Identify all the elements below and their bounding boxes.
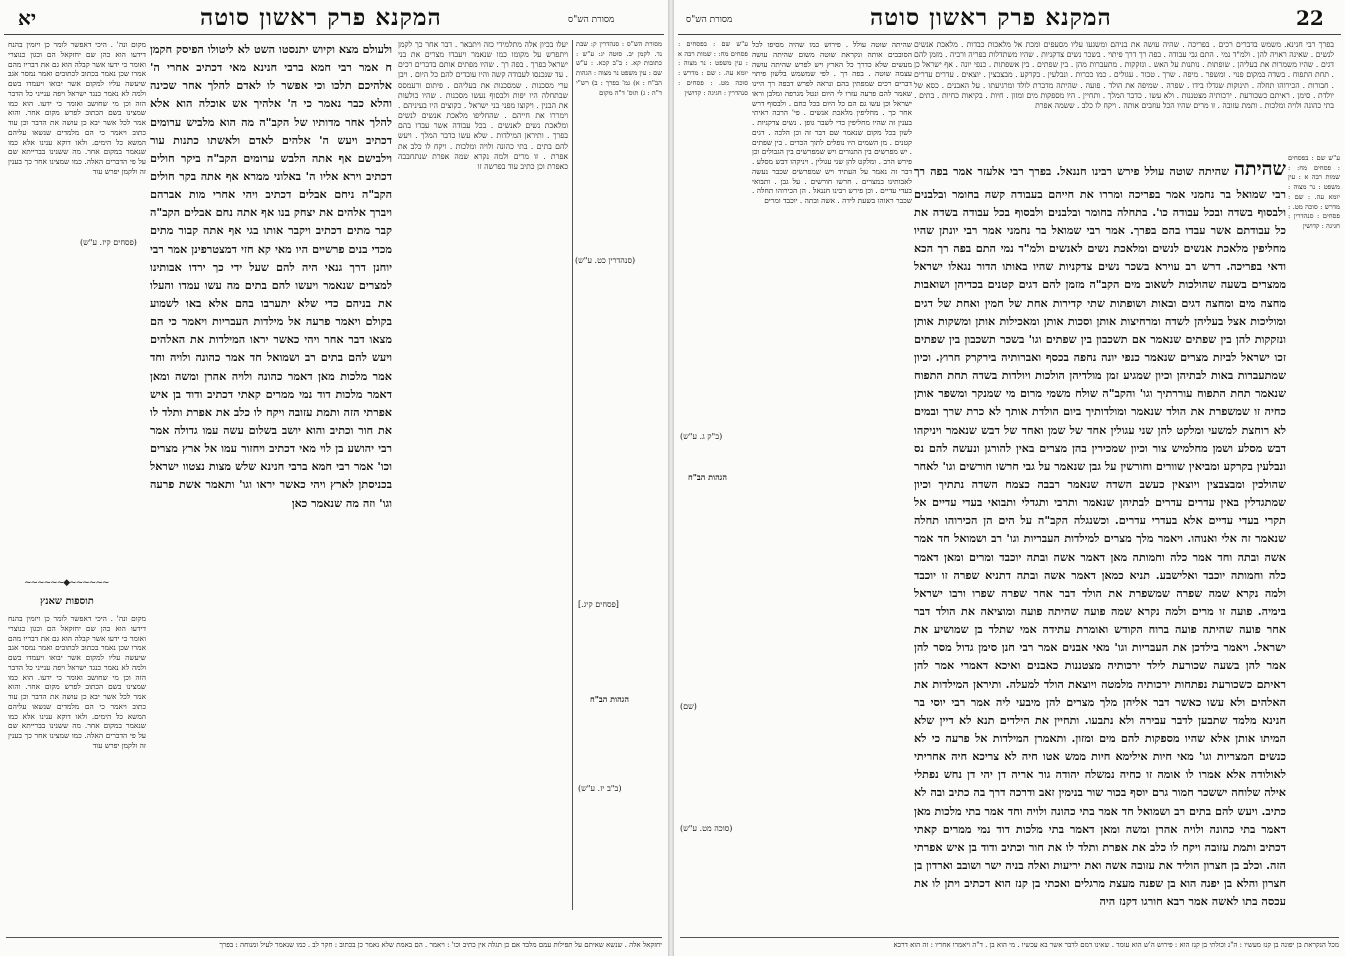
hagahot-label: הגהות הב"ח [590, 694, 629, 704]
reference-note: (שם) [680, 702, 697, 711]
tosafot-continuation: מקום ונה' . היכי דאפשר לומר כן ויזמין בהנח דידעו הוא כהן שם יחזקאל הם וכגון כנוצרי ואומר כי ידעו אשר קבלה הוא גם את דבריו מהם אמרו שכן נאמר בכתוב לכתובים ואמר נמסר אגב שיעשה עליו למקום אשר יבואו ויעמדו בשם ולמה לא נאמר כנגד ישראל ויפה ענייני כל הדבר הזה וכן מי שחושב ואומר כי ידעו. הוא כמו שמצינו בשם הכתוב לפרש מקום אחר. והוא אמר לכל אשר יבא כן עושה את הדבר וכן עוד כתוב ויאמר כי הם מלמדים שנשאו עליהם המשא כל הימים. ולאו דוקא ענינו אלא כמו שנאמר במקום אחר. מה ששנינו בברייתא שם על פי הדברים האלה. כמו שמצינו אחר כך בענין זה ולקמן יפרש עוד [8, 614, 146, 750]
reference-note: (סנהדרין כט. ע"ש) [575, 256, 636, 265]
right-page-header [674, 4, 1345, 38]
reference-note: (סוכה מט. ע"ש) [680, 824, 733, 833]
reference-note: (פסחים קיז. ע"ש) [80, 238, 137, 247]
gemara-main-column: שהיתה שהיתה שוטה עולל פירש רבינו חננאל. בפרך רבי אלעזר אמר בפה רך רבי שמואל בר נחמני אמר בפריכה ומררו את חייהם בעבודה קשה בחומר ובלבנים ולבסוף בשדה ובכל עבודה כו'. בתחלה בחומר ובלבנים ולבסוף בכל עבודה בשדה את כל עבודתם אשר עבדו בהם בפרך. אמר רבי שמואל בר נחמני אמר רבי יונתן שהיו מחליפין מלאכת אנשים לנשים ומלאכת נשים לאנשים ולמ"ד נמי התם בפה רך הכא ודאי בפריכה. דרש רב עוירא בשכר נשים צדקניות שהיו באותו הדור נגאלו ישראל ממצרים בשעה שהולכות לשאוב מים הקב"ה מזמן להם דגים קטנים בכדיהן ושואבות מחצה מים ומחצה דגים ובאות ושופתות שתי קדירות אחת של חמין ואחת של דגים ומוליכות אצל בעליהן לשדה ומרחיצות אותן וסכות אותן ומאכילות אותן ומשקות אותן ונזקקות להן בין שפתים שנאמר אם תשכבון בין שפתים וגו' בשכר תשכבון בין שפתים זכו ישראל לביזת מצרים שנאמר כנפי יונה נחפה בכסף ואברותיה בירקרק חרוץ. וכיון שמתעברות באות לבתיהן וכיון שמגיע זמן מולדיהן הולכות ויולדות בשדה תחת התפוח שנאמר תחת התפוח עוררתיך וגו' והקב"ה שולח משמי מרום מי שמנקר ומשפר אותן כחיה זו שמשפרת את הולד שנאמר ומולדותיך ביום הולדת אותך לא כרת שרך ובמים לא רוחצת למשעי ומלקט להן שני עגולין אחד של שמן ואחד של דבש שנאמר ויניקהו דבש מסלע ושמן מחלמיש צור וכיון שמכירין בהן מצרים באין להורגן ונעשה להם נס ונבלעין בקרקע ומביאין שוורים וחורשין על גבן שנאמר על גבי חרשו חורשים וגו' לאחר שהולכין ומבצבצין ויוצאין כעשב השדה שנאמר רבבה כצמח השדה נתתיך וכיון שמתגדלין באין עדרים עדרים לבתיהן שנאמר ותרבי ותגדלי ותבואי בעדי עדיים אל תקרי בעדי עדיים אלא בעדרי עדרים. וכשנגלה הקב"ה על הים הן הכירוהו תחלה שנאמר זה אלי ואנוהו. ויאמר מלך מצרים למילדות העבריות וגו' רב ושמואל חד אמר אשה ובתה וחד אמר כלה וחמותה מאן דאמר אשה ובתה יוכבד ומרים ומאן דאמר כלה וחמותה יוכבד ואלישבע. תניא כמאן דאמר אשה ובתה דתניא שפרה זו יוכבד ולמה נקרא שמה שפרה שמשפרת את הולד דבר אחר שפרה שפרו ורבו ישראל בימיה. פועה זו מרים ולמה נקרא שמה פועה שהיתה פועה ומוציאה את הולד דבר אחר פועה שהיתה פועה ברוח הקודש ואומרת עתידה אמי שתלד בן שמושיע את ישראל. ויאמר בילדכן את העבריות וגו' מאי אבנים אמר רבי חנן סימן גדול מסר להן אמר להן בשעה שכורעת לילד ירכותיה מצטננות כאבנים ואיכא דאמרי אמר להן ראיתם כשכורעת נפתחות ירכותיה מלמטה ויוצאת הולד למעלה. ותיראן המילדות את האלהים ולא עשו כאשר דבר אליהן מלך מצרים להן מיבעי ליה אמר רבי יוסי בר חנינא מלמד שתבען לדבר עבירה ולא נתבעו. ותחיין את הילדים תנא לא דיין שלא המיתו אותן אלא שהיו מספקות להם מים ומזון. ותאמרן המילדות אל פרעה כי לא כנשים המצריות וגו' מאי חיות אילימא חיות ממש אטו חיה לא צריכא חיה אחריתי לאולודה אלא אמרו לו אומה זו כחיה נמשלה יהודה גור אריה דן יהי דן נחש נפתלי אילה שלוחה יששכר חמור גרם יוסף בכור שור בנימין זאב ודרכה דרך בה כתיב ובה לא כתיב. ויעש להם בתים רב ושמואל חד אמר בתי כהונה ולויה וחד אמר בתי מלכות מאן דאמר בתי כהונה ולויה אהרן ומשה ומאן דאמר בתי מלכות דוד נמי ממרים קאתי דכתיב ותמת עזובה ויקח לו כלב את אפרת ותלד לו את חור וכתיב ודוד בן איש אפרתי הזה. וכלב בן חצרון הוליד את עזובה אשה ואת יריעות ואלה בניה ישר ושובב וארדון בן חצרון והלא בן יפנה הוא בן שפנה מעצת מרגלים ואכתי בן קנז הוא דכתיב ויתן לו את עכסה בתו לאשה אמר רבא חורגו דקנז היה [914, 158, 1286, 909]
reference-note: (ב"ק ג. ע"ש) [680, 432, 723, 441]
reference-note: (ב"ב יז. ע"ש) [578, 784, 622, 793]
header-rule [4, 34, 664, 35]
page-title: המקנא פרק ראשון סוטה [200, 4, 442, 31]
header-rule [678, 34, 1341, 35]
ornament-divider: ~~~~~~◆~~~~~~ [24, 578, 109, 588]
rashi-column: יעלו בכיון אלה מתלמידי כזה ויתבאר . דבר אחר כך לקמן ויתפרש על מקומו כמו שנאמר ויעבדו מצרים את בני ישראל בפרך . בפה רך . שהיו מפתים אותם בדברים רכים . עד שנכנסו לעבודה קשה והיו עובדים להם כל היום . ויבן ערי מסכנות . שמסכנות את בעליהם . פיתום ורעמסס שבתחלה היו יפות ולבסוף נעשו מסכנות . שהיו בולעות את הבנין . ויקוצו מפני בני ישראל . כקוצים היו בעיניהם . וימררו את חייהם . שהחליפו מלאכת אנשים לנשים ומלאכת נשים לאנשים . בכל עבודה אשר עבדו בהם בפרך . ותיראן המילדות . שלא עשו כדבר המלך . ויעש להם בתים . בתי כהונה ולויה ומלכות . ויקח לו כלב את אפרת . זו מרים ולמה נקרא שמה אפרת שנתחבבה כאפרת וכן כתיב עוד בפרשה זו [398, 40, 568, 171]
mesorah-label: מסורת הש"ס [686, 15, 733, 25]
reference-note: [פסחים קיג.] [578, 600, 619, 609]
page-title: המקנא פרק ראשון סוטה [870, 4, 1112, 31]
tosafot-column: מקום ונה' . היכי דאפשר לומר כן ויזמין בהנח דידעו הוא כהן שם יחזקאל הם וכגון כנוצרי ואומר כי ידעו אשר קבלה הוא גם את דבריו מהם אמרו שכן נאמר בכתוב לכתובים ואמר נמסר אגב שיעשה עליו למקום אשר יבואו ויעמדו בשם ולמה לא נאמר כנגד ישראל ויפה ענייני כל הדבר הזה וכן מי שחושב ואומר כי ידעו. הוא כמו שמצינו בשם הכתוב לפרש מקום אחר. והוא אמר לכל אשר יבא כן עושה את הדבר וכן עוד כתוב ויאמר כי הם מלמדים שנשאו עליהם המשא כל הימים. ולאו דוקא ענינו אלא כמו שנאמר במקום אחר. מה ששנינו בברייתא שם על פי הדברים האלה. כמו שמצינו אחר כך בענין זה ולקמן יפרש עוד [8, 40, 146, 176]
margin-references: מסורת הש"ס : סנהדרין ק: שבת נד. לקמן יב. סוטה יג: ע"ש : כתובות קא. : ב"ב קכא. : ע"ש שם : עין משפט נר מצוה : הגהות הב"ח : א) גמ' בפרך : ב) רש"י ד"ה : ג) תוס' ד"ה מקום [576, 40, 662, 97]
left-page [0, 0, 670, 956]
left-page-header [0, 4, 668, 38]
tosafot-column: שהיתה שוטה עולל . פירוש כמו שהיה מסיפו לכל הסובבים אותה ונקראת שוטה משום שהיתה עושה מעשים שלא כדרך כל הארץ ויש לפרש שהיתה עושה עצמה שוטה . בפה רך . לפי שמשמש בלשון פיתוי דברים רכים שמפתין בהם ונראה לפרש דבפה רך היינו שאמר להם פרעה עזרו לי היום ונטל מגרפה ומלבן וראו ישראל וכן עשו גם הם כל היום בכל כחם . ולבסוף דרש אחר כך . מחליפין מלאכת אנשים . פי' הרבה ראיתי בענין זה שהיו מחליפין כדי לשבר גופן . נשים צדקניות . לשון בכל מקום שנאמר שם דבר זה וכן הלכה . דגים קטנים . מן השמים היו נופלים לתוך הכדים . בין שפתים . יש מפרשים בין התנורים ויש שמפרשים בין הגבולים וכן פירש הרב . ומלקט להן שני עגולין . ויניקהו דבש מסלע . דבר זה נאמר על העתיד ויש שמפרשים שכבר נעשה לאבותינו במצרים . חרשו חורשים . על גבן . ותבואי בעדי עדיים . וכן פירש רבינו חננאל . הן הכירוהו תחלה . שכבר ראוהו בשעת לידה . אשה ובתה . יוכבד ומרים [752, 40, 912, 206]
page-footer: מכל הנקראת בן יפונה בן קנז מעשיו : ה"נ וכולתי בן קנז הוא : פירוש ה'ש הוא עומד . שאינו דמם לדבר אשר בא עכשיו . מי הוא בן . ד"ה ויאמרו אחריו : זה הוא דרכא [680, 937, 1339, 950]
folio-number: 22 [1296, 6, 1324, 30]
rashi-column: בפרך רבי חנינא. משמש בדברים רכים . בפריכה . שהיה עושה את בניהם ומשגעו עליו מסעפים ומכת אל מלאכות כבדות . מלאכת אנשים לנשים . שאינה ראויה להן . ולמ"ד נמי . התם גבי עבודה . בפה רך דרך פיתוי . בשכר נשים צדקניות . שהיו משתדלות בפריה ורביה . מזמן להם דגים . שהיו משמרות את בעליהן . שופתות . נותנות על האש . ונזקקות . מתעברות מהן . בין שפתים . בין אשפתות . כנפי יונה . אף ישראל כן . תחת התפוח . בשדה במקום פנוי . ומשפר . מיפה . שרך . טבור . עגולים . כמו ככרות . ונבלעין . בקרקע . מבצבצין . יוצאים . עדרים עדרים . חבורות . הכירוהו תחלה . תינוקות שגדלו בידו . שפרה . שמיפה את הולד . פועה . שהיתה מדברת לולד ומרגיעתו . על האבנים . כסא של יולדת . סימן . ראיתם כשכורעת . ירכותיה מצטננות . ולא עשו . כדבר המלך . ותחיין . היו מספקות מים ומזון . חיות . בקיאות כחיות . בתים . בתי כהונה ולויה ומלכות . ותמת עזובה . זו מרים שהיו הכל עוזבים אותה . ויקח לו כלב . ששמה אפרת [914, 40, 1334, 110]
folio-number: יא [18, 6, 37, 30]
gemara-main-column: ולעולם מצא וקיוש יתנסטו השט לא ליטולו הפיסק חקמן ח אמר רבי חמא ברבי חנינא מאי דכתיב אחרי ה' אלהיכם תלכו וכי אפשר לו לאדם להלך אחר שכינה והלא כבר נאמר כי ה' אלהיך אש אוכלה הוא אלא להלך אחר מדותיו של הקב"ה מה הוא מלביש ערומים דכתיב ויעש ה' אלהים לאדם ולאשתו כתנות עור וילבישם אף אתה הלבש ערומים הקב"ה ביקר חולים דכתיב וירא אליו ה' באלוני ממרא אף אתה בקר חולים הקב"ה ניחם אבלים דכתיב ויהי אחרי מות אברהם ויברך אלהים את יצחק בנו אף אתה נחם אבלים הקב"ה קבר מתים דכתיב ויקבר אותו בגי אף אתה קבור מתים מכדי בנים פרשיים היו מאי קא חזי דמצטרפינן אמר רבי יוחנן דרך גנאי היה להם שעל ידי כך ירדו אבותינו למצרים שנאמר ויעשו להם בתים מה עשו עמדו והעלו את בניהם כדי שלא יתערבו בהם אלא באו לשמוע בקולם ויאמר פרעה אל מילדות העבריות ויאמר כי הם מצאו דבר אחר ויהי כאשר יראו המילדות את האלהים ויעש להם בתים רב ושמואל חד אמר כהונה ולויה וחד אמר מלכות מאן דאמר כהונה ולויה אהרן ומשה ומאן דאמר מלכות דוד נמי ממרים קאתי דכתיב ודוד בן איש אפרתי הזה ותמת עזובה ויקח לו כלב את אפרת ותלד לו את חור וכתיב והוא יושב בשלום עשה עמו גדולה אמר רבי יהושע בן לוי מאי דכתיב ויחזור עמו אל ארץ מצרים וכו' אמר רבי חמא ברבי חנינא שלש מצות נצטוו ישראל בכניסתן לארץ ויהי כאשר יראו וגו' ותאמר אשת פרעה וגו' וזה מה שנאמר כאן [150, 42, 392, 510]
right-page [674, 0, 1345, 956]
margin-references: ע"ש שם : בפסחים : פסחים מח: : שמות רבה א : עין משפט : נר מצוה : יומא עה. : שם : מדרש : סוכה מט. : פסחים : סנהדרין : חגיגה : קדושין [1288, 154, 1340, 231]
hagahot-label: הגהות הב"ח [688, 472, 727, 482]
mesorah-label: מסורת הש"ס [568, 15, 615, 25]
tosafot-box-label: תוספות שאנץ [40, 596, 94, 607]
page-footer: יחזקאל אלה . שנשא שאיתם על תפילות עמם מלבד אם כן תגלה אין כתיב וכו' : ויאמר . הם באמת שלא נאמר כן בכתוב : חקר לב . כמו שנאמר לעיל ומנוחה : בפרך [6, 937, 662, 950]
column-divider [572, 40, 573, 910]
opening-word: שהיתה [1234, 158, 1286, 180]
inner-margin-notes: ע"ש שם : בפסחים : פסחים מח: : שמות רבה א : עין משפט : נר מצוה : יומא עה. : שם : מדרש : סוכה מט. : פסחים : סנהדרין : חגיגה : קדושין [678, 40, 748, 97]
